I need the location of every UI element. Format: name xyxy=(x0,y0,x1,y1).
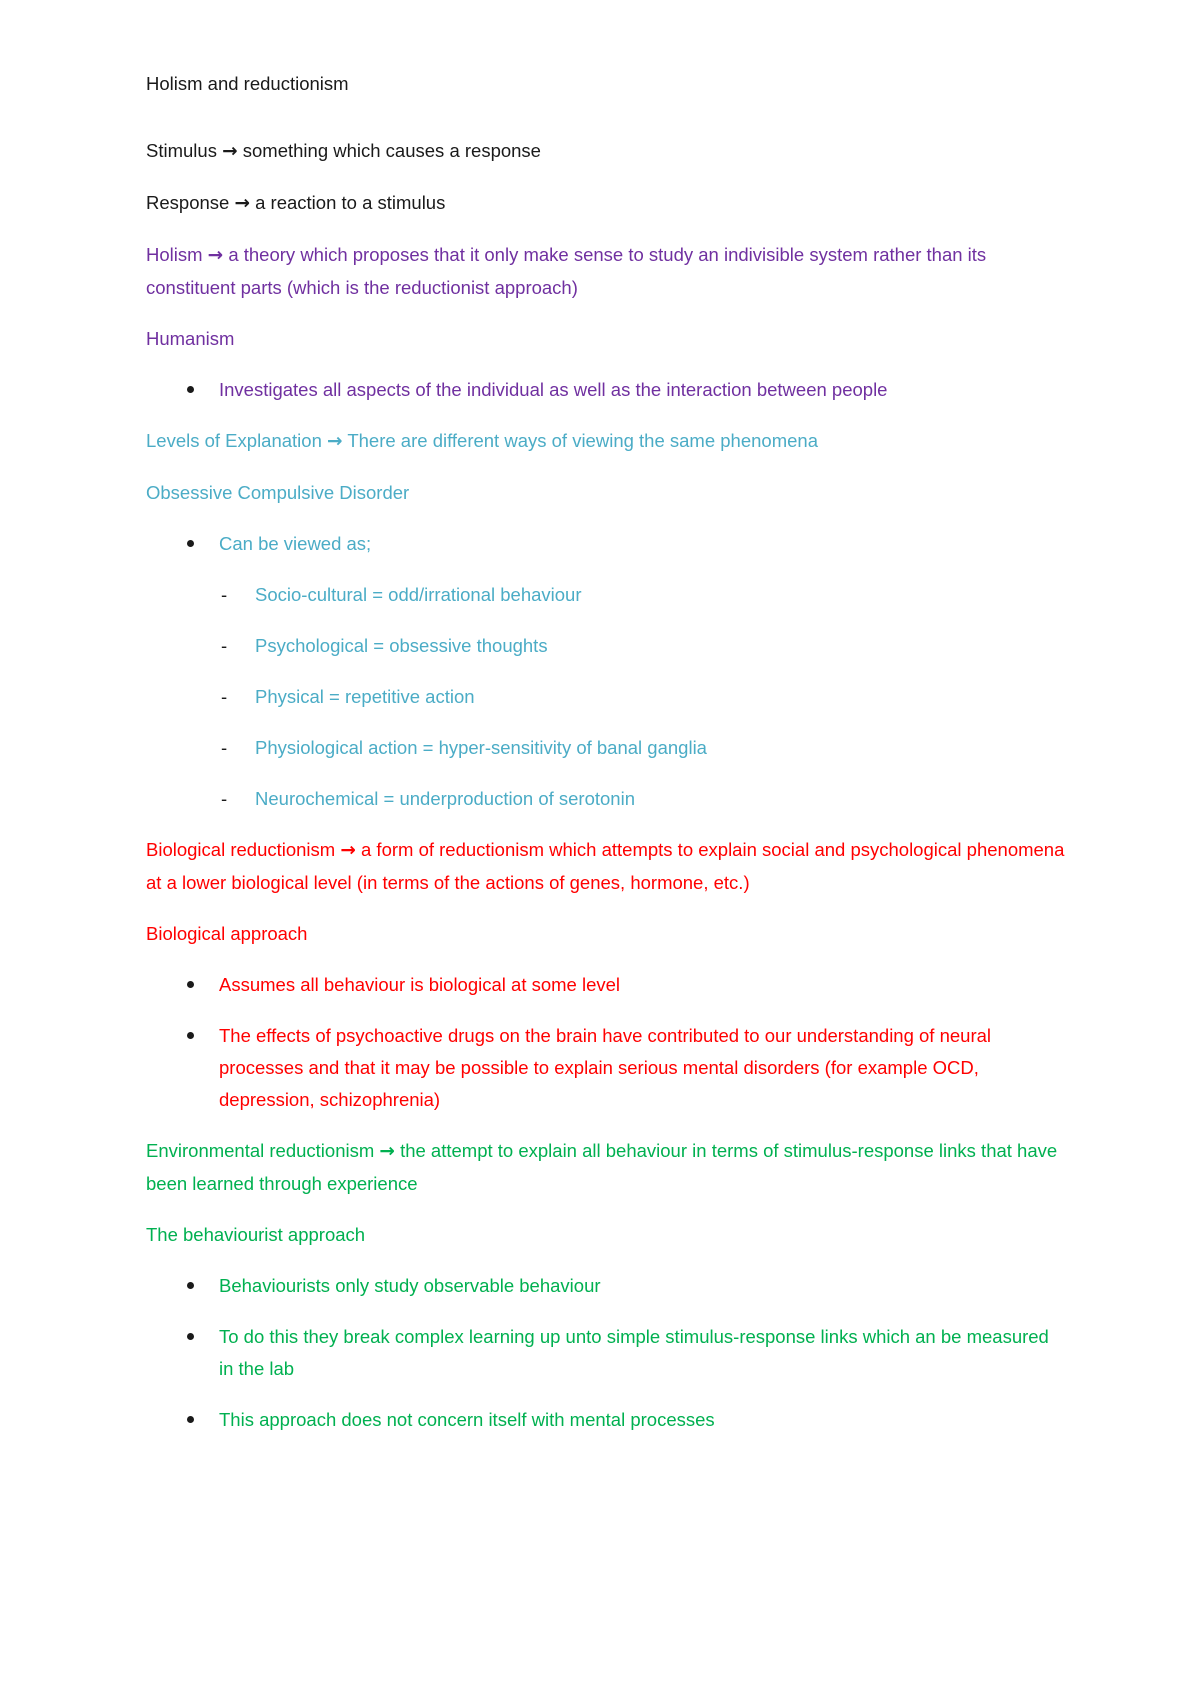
arrow-right-icon: → xyxy=(340,840,356,861)
list-item-text: The effects of psychoactive drugs on the brain have contributed to our understanding of neural processes and that it may be possible to explain serious mental disorders (for example OCD, depression, schizophrenia) xyxy=(219,1025,992,1110)
dash-icon: - xyxy=(221,635,228,656)
stimulus-definition xyxy=(146,135,1066,168)
bullet-icon xyxy=(187,1032,194,1039)
dash-item xyxy=(146,630,1066,662)
response-definition xyxy=(146,187,1066,220)
dash-icon: - xyxy=(221,584,228,605)
levels-definition-text: There are different ways of viewing the same phenomena xyxy=(347,430,818,451)
bullet-icon xyxy=(187,540,194,547)
bullet-icon xyxy=(187,981,194,988)
list-item-text: Investigates all aspects of the individual as well as the interaction between people xyxy=(219,379,888,400)
list-item-text: Can be viewed as; xyxy=(219,533,372,554)
dash-icon: - xyxy=(221,737,228,758)
biological-definition xyxy=(146,834,1066,899)
stimulus-definition-text: something which causes a response xyxy=(242,140,541,161)
arrow-right-icon: → xyxy=(327,431,343,452)
arrow-right-icon: → xyxy=(207,245,224,266)
dash-icon: - xyxy=(221,686,228,707)
list-item xyxy=(146,1020,1066,1116)
response-definition-text: a reaction to a stimulus xyxy=(255,192,446,213)
arrow-right-icon: → xyxy=(222,141,238,162)
list-item xyxy=(146,1321,1066,1385)
list-item-text: Assumes all behaviour is biological at some level xyxy=(219,974,621,995)
behaviourist-approach-heading: The behaviourist approach xyxy=(146,1224,366,1245)
document-page xyxy=(146,68,1066,1455)
dash-item xyxy=(146,783,1066,815)
holism-definition xyxy=(146,239,1066,304)
dash-item xyxy=(146,681,1066,713)
environmental-definition-text: the attempt to explain all behaviour in terms of stimulus-response links that have been learned through experience xyxy=(146,1140,1058,1194)
dash-item-text: Physical = repetitive action xyxy=(255,686,475,707)
holism-definition-text: a theory which proposes that it only make sense to study an indivisible system rather than its constituent parts (which is the reductionist approach) xyxy=(146,244,987,298)
list-item xyxy=(146,1270,1066,1302)
dash-item xyxy=(146,579,1066,611)
dash-item-text: Socio-cultural = odd/irrational behaviour xyxy=(255,584,582,605)
list-item-text: This approach does not concern itself with mental processes xyxy=(219,1409,715,1430)
holism-term: Holism xyxy=(146,244,203,265)
humanism-heading: Humanism xyxy=(146,328,235,349)
environmental-definition xyxy=(146,1135,1066,1200)
levels-term: Levels of Explanation xyxy=(146,430,322,451)
list-item-text: To do this they break complex learning up unto simple stimulus-response links which an be measured in the lab xyxy=(219,1326,1049,1379)
bullet-icon xyxy=(187,1282,194,1289)
biological-definition-text: a form of reductionism which attempts to explain social and psychological phenomena at a lower biological level (in terms of the actions of genes, hormone, etc.) xyxy=(146,839,1065,893)
bullet-icon xyxy=(187,386,194,393)
list-item xyxy=(146,374,1066,406)
biological-approach-heading: Biological approach xyxy=(146,923,308,944)
list-item xyxy=(146,969,1066,1001)
list-item xyxy=(146,1404,1066,1436)
list-item xyxy=(146,528,1066,560)
bullet-icon xyxy=(187,1333,194,1340)
environmental-term: Environmental reductionism xyxy=(146,1140,375,1161)
arrow-right-icon: → xyxy=(379,1141,395,1162)
biological-term: Biological reductionism xyxy=(146,839,336,860)
dash-item xyxy=(146,732,1066,764)
arrow-right-icon: → xyxy=(234,193,250,214)
stimulus-term: Stimulus xyxy=(146,140,217,161)
bullet-icon xyxy=(187,1416,194,1423)
dash-item-text: Neurochemical = underproduction of serotonin xyxy=(255,788,635,809)
list-item-text: Behaviourists only study observable behaviour xyxy=(219,1275,601,1296)
dash-item-text: Physiological action = hyper-sensitivity of banal ganglia xyxy=(255,737,707,758)
dash-item-text: Psychological = obsessive thoughts xyxy=(255,635,548,656)
document-title: Holism and reductionism xyxy=(146,73,349,94)
ocd-heading: Obsessive Compulsive Disorder xyxy=(146,482,410,503)
levels-definition xyxy=(146,425,1066,458)
response-term: Response xyxy=(146,192,230,213)
dash-icon: - xyxy=(221,788,228,809)
